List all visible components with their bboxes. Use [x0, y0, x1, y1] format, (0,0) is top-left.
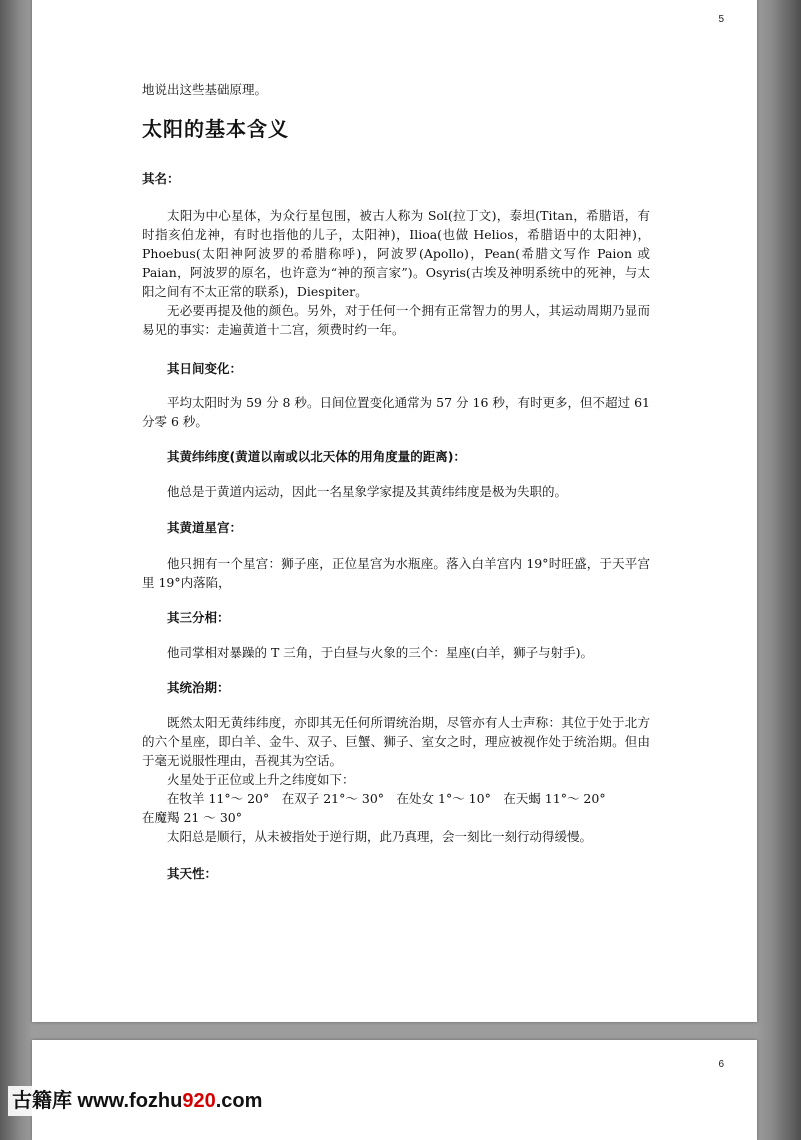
site-watermark	[8, 1086, 264, 1116]
document-page-5	[32, 0, 757, 1022]
degree-list-cont: 在魔羯 21 ～ 30°	[142, 810, 242, 825]
section-heading-daily: 其日间变化：	[167, 361, 243, 376]
paragraph-name-1: 太阳为中心星体，为众行星包围，被古人称为 Sol(拉丁文)，泰坦(Titan，希腊语，有时指亥伯龙神，有时也指他的儿子，太阳神)，Ilioa(也做 Helios，希腊语中的太阳神)，Phoebus(太阳神阿波罗的希腊称呼)，阿波罗(Apollo)，Pean(希腊文写作 Paion 或 Paian，阿波罗的原名，也许意为“神的预言家”)。Osyris(古埃及神明系统中的死神，与太阳之间有不太正常的联系)，Diespiter。	[142, 208, 650, 299]
watermark-accent: 920	[182, 1090, 216, 1112]
paragraph-daily: 平均太阳时为 59 分 8 秒。日间位置变化通常为 57 分 16 秒，有时更多，但不超过 61 分零 6 秒。	[142, 395, 650, 429]
chapter-title: 太阳的基本含义	[142, 117, 289, 141]
degree-list: 在牧羊 11°～ 20° 在双子 21°～ 30° 在处女 1°～ 10° 在天蝎 11°～ 20°	[167, 791, 606, 806]
watermark-prefix: 古籍库 www.fozhu	[12, 1090, 183, 1112]
paragraph-terms-1: 既然太阳无黄纬纬度，亦即其无任何所谓统治期，尽管亦有人士声称：其位于处于北方的六个星座，即白羊、金牛、双子、巨蟹、狮子、室女之时，理应被视作处于统治期。但由于毫无说服性理由，吾视其为空话。	[142, 715, 650, 768]
continuation-text: 地说出这些基础原理。	[142, 82, 268, 97]
page-content	[142, 80, 650, 883]
section-heading-terms: 其统治期：	[167, 680, 230, 695]
section-heading-latitude: 其黄纬纬度(黄道以南或以北天体的用角度量的距离)：	[167, 449, 466, 464]
watermark-suffix: .com	[215, 1090, 263, 1112]
section-heading-houses: 其黄道星宫：	[167, 520, 243, 535]
paragraph-terms-2: 火星处于正位或上升之纬度如下：	[167, 772, 355, 787]
paragraph-triplicity: 他司掌相对暴躁的 T 三角，于白昼与火象的三个：星座(白羊，狮子与射手)。	[167, 645, 594, 660]
page-number: 6	[718, 1059, 724, 1070]
section-heading-nature: 其天性：	[167, 866, 218, 881]
paragraph-houses: 他只拥有一个星宫：狮子座，正位星宫为水瓶座。落入白羊宫内 19°时旺盛，于天平宫里 19°内落陷，	[142, 556, 650, 590]
page-number: 5	[718, 14, 724, 25]
section-heading-name: 其名：	[142, 171, 180, 186]
paragraph-terms-3: 太阳总是顺行，从未被指处于逆行期，此乃真理，会一刻比一刻行动得缓慢。	[167, 829, 593, 844]
paragraph-name-2: 无必要再提及他的颜色。另外，对于任何一个拥有正常智力的男人，其运动周期乃显而易见的事实：走遍黄道十二宫，须费时约一年。	[142, 303, 650, 337]
paragraph-latitude: 他总是于黄道内运动，因此一名星象学家提及其黄纬纬度是极为失职的。	[167, 484, 568, 499]
section-heading-triplicity: 其三分相：	[167, 610, 230, 625]
